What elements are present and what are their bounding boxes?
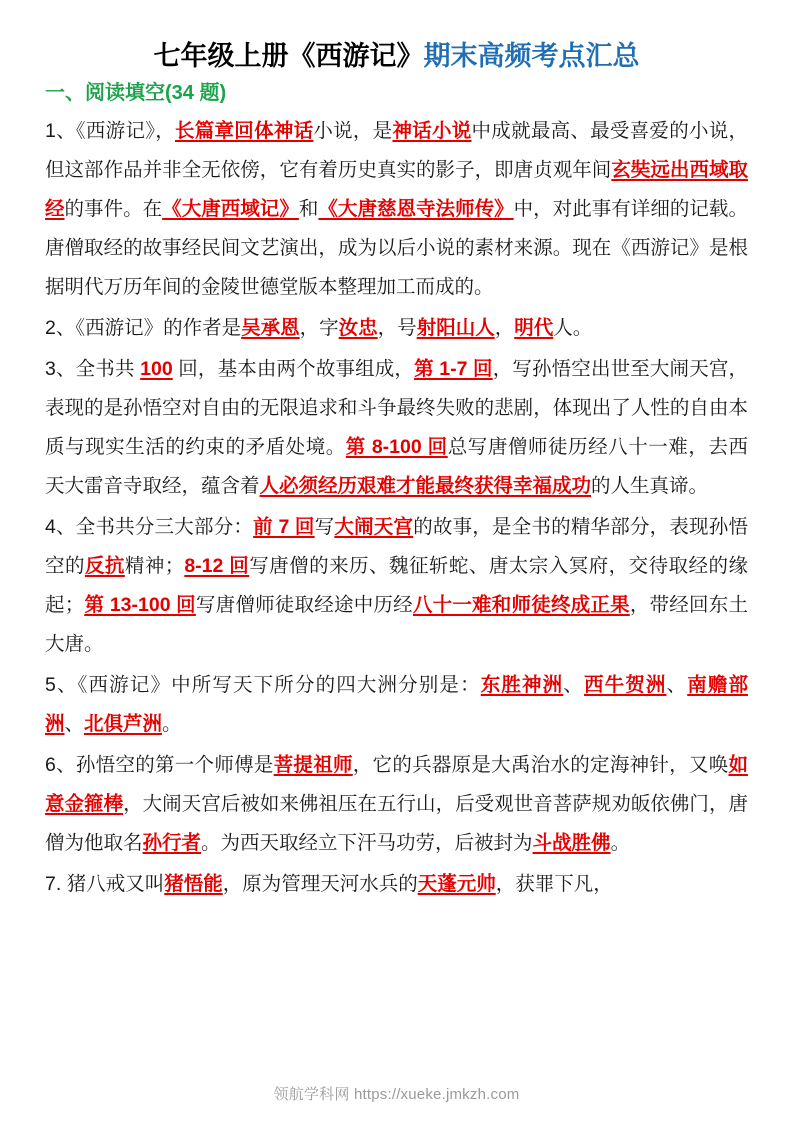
answer-highlight: 如意金箍棒	[45, 754, 748, 816]
answer-highlight: 玄奘远出西域取经	[45, 159, 748, 221]
body-text: 《西游记》中所写天下所分的四大洲分别是：	[77, 674, 481, 697]
question-item	[45, 350, 748, 506]
body-text: 的故事，是全书的精华部分，表现孙悟空的	[45, 516, 748, 578]
answer-highlight: 第 1-7 回	[414, 358, 493, 381]
body-text: 和	[298, 198, 319, 221]
question-item	[45, 666, 748, 744]
section-heading-reading-fill-in: 一、阅读填空(34 题)	[45, 82, 227, 105]
body-text: 的事件。在	[64, 198, 163, 221]
answer-highlight: 《大唐西域记》	[162, 198, 299, 221]
question-number: 2、	[45, 317, 76, 340]
answer-highlight: 天蓬元帅	[417, 873, 496, 896]
body-text: ，号	[377, 317, 417, 340]
question-number: 4、	[45, 516, 76, 539]
body-text: ，带经回东土大唐。	[45, 594, 748, 656]
answer-highlight: 猪悟能	[164, 873, 223, 896]
body-text: ，字	[299, 317, 339, 340]
question-number: 7.	[45, 873, 67, 896]
footer-watermark	[0, 1083, 793, 1104]
body-text: 、	[64, 713, 85, 736]
answer-highlight: 长篇章回体神话	[175, 120, 314, 143]
answer-highlight: 菩提祖师	[273, 754, 353, 777]
answer-highlight: 南赡部洲	[45, 674, 748, 736]
body-text: 。	[610, 832, 631, 855]
body-text: ，	[494, 317, 515, 340]
body-text: ，写孙悟空出世至大闹天宫，表现的是孙悟空对自由的无限追求和斗争最终失败的悲剧，体现出了人性的自由本质与现实生活的约束的矛盾处境。	[45, 358, 748, 459]
body-text: 中成就最高、最受喜爱的小说，但这部作品并非全无依傍，它有着历史真实的影子，即唐贞观年间	[45, 120, 748, 182]
question-item	[45, 112, 748, 307]
body-text: 中，对此事有详细的记载。唐僧取经的故事经民间文艺演出，成为以后小说的素材来源。现在《西游记》是根据明代万历年间的金陵世德堂版本整理加工而成的。	[45, 198, 748, 299]
answer-highlight: 八十一难和师徒终成正果	[412, 594, 630, 617]
body-text: 。	[162, 713, 182, 736]
answer-highlight: 孙行者	[142, 832, 202, 855]
footer-site-name: 领航学科网	[273, 1086, 350, 1103]
answer-highlight: 吴承恩	[241, 317, 300, 340]
body-text: 写唐僧的来历、魏征斩蛇、唐太宗入冥府，交待取经的缘起；	[45, 555, 748, 617]
body-text: 的人生真谛。	[591, 475, 709, 498]
body-text: 、	[666, 674, 688, 697]
body-text: 人。	[553, 317, 593, 340]
body-text: 全书共分三大部分：	[75, 516, 254, 539]
body-text: 小说，是	[313, 120, 393, 143]
answer-highlight: 北俱芦洲	[84, 713, 163, 736]
answer-highlight: 神话小说	[392, 120, 472, 143]
answer-highlight: 射阳山人	[416, 317, 495, 340]
question-number: 5、	[45, 674, 78, 697]
document-body	[45, 38, 748, 906]
body-text: 写唐僧师徒取经途中历经	[195, 594, 413, 617]
answer-highlight: 第 8-100 回	[345, 436, 448, 459]
body-text: 、	[563, 674, 584, 697]
answer-highlight: 人必须经历艰难才能最终获得幸福成功	[259, 475, 592, 498]
body-text: 《西游记》的作者是	[75, 317, 242, 340]
body-text: ，它的兵器原是大禹治水的定海神针，又唤	[352, 754, 729, 777]
body-text: ，获罪下凡，	[495, 873, 613, 896]
question-number: 1、	[45, 120, 76, 143]
body-text: 写	[314, 516, 335, 539]
question-item	[45, 746, 748, 863]
answer-highlight: 反抗	[84, 555, 125, 578]
body-text: 总写唐僧师徒历经八十一难，去西天大雷音寺取经，蕴含着	[45, 436, 748, 498]
page-title	[45, 38, 748, 74]
question-item	[45, 508, 748, 664]
question-item	[45, 309, 748, 348]
body-text: 。为西天取经立下汗马功劳，后被封为	[201, 832, 533, 855]
answer-highlight: 东胜神洲	[480, 674, 564, 697]
answer-highlight: 100	[140, 358, 173, 381]
answer-highlight: 西牛贺洲	[583, 674, 667, 697]
question-item	[45, 865, 748, 904]
question-number: 3、	[45, 358, 76, 381]
answer-highlight: 8-12 回	[184, 555, 250, 578]
body-text: 猪八戒又叫	[66, 873, 165, 896]
body-text: 精神；	[124, 555, 185, 578]
answer-highlight: 大闹天宫	[334, 516, 414, 539]
body-text: 回，基本由两个故事组成，	[172, 358, 415, 381]
question-number: 6、	[45, 754, 76, 777]
body-text: ，原为管理天河水兵的	[222, 873, 418, 896]
body-text: 孙悟空的第一个师傅是	[75, 754, 274, 777]
page-title-accent: 期末高频考点汇总	[423, 41, 640, 71]
answer-highlight: 明代	[514, 317, 554, 340]
footer-url: https://xueke.jmkzh.com	[353, 1086, 520, 1103]
body-text: ，大闹天宫后被如来佛祖压在五行山，后受观世音菩萨规劝皈依佛门，唐僧为他取名	[45, 793, 748, 855]
answer-highlight: 第 13-100 回	[84, 594, 196, 617]
answer-highlight: 斗战胜佛	[532, 832, 611, 855]
question-list	[45, 112, 748, 904]
answer-highlight: 前 7 回	[253, 516, 315, 539]
answer-highlight: 《大唐慈恩寺法师传》	[318, 198, 514, 221]
body-text: 《西游记》，	[75, 120, 175, 143]
body-text: 全书共	[75, 358, 141, 381]
answer-highlight: 汝忠	[338, 317, 378, 340]
page-title-primary: 七年级上册《西游记》	[153, 41, 424, 71]
